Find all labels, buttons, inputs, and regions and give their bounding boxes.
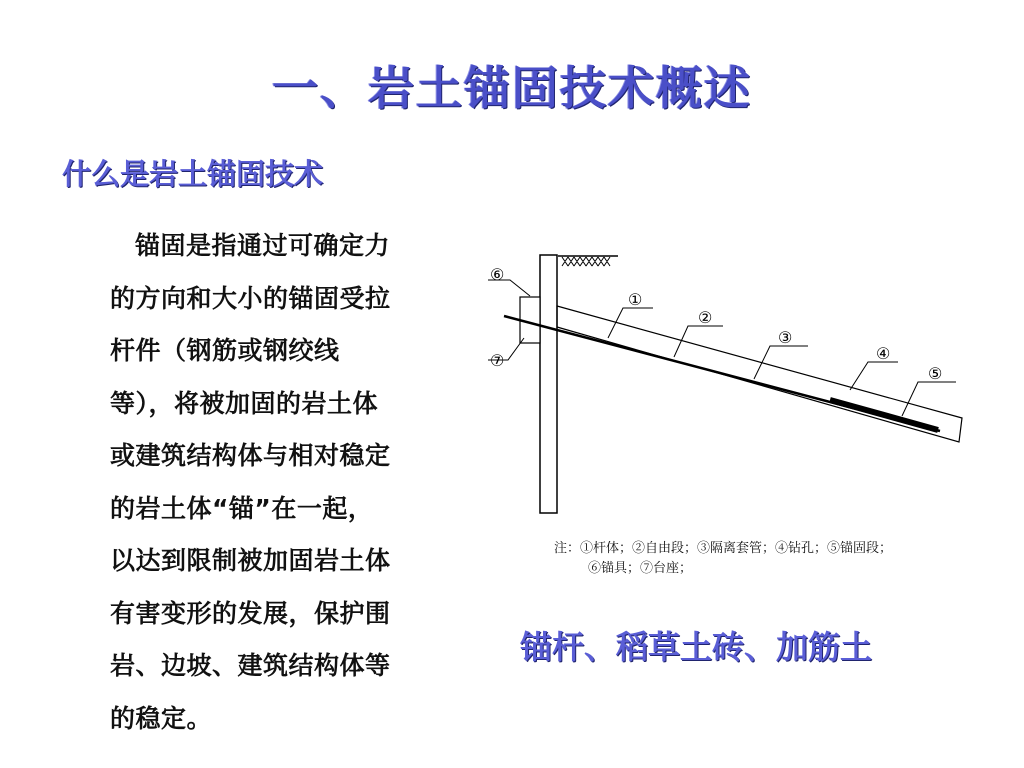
slide-subtitle: 什么是岩土锚固技术 xyxy=(62,157,324,191)
label-4: ④ xyxy=(876,344,891,363)
figure-note-line2: ⑥锚具；⑦台座； xyxy=(588,561,693,576)
label-1: ① xyxy=(628,290,643,309)
figure-note-line1: 注：①杆体；②自由段；③隔离套管；④钻孔；⑤锚固段； xyxy=(554,541,893,556)
definition-paragraph: 锚固是指通过可确定力的方向和大小的锚固受拉杆件（钢筋或钢绞线等），将被加固的岩土体或建筑结构体与相对稳定的岩土体“锚”在一起，以达到限制被加固岩土体有害变形的发展，保护围岩、边坡、建筑结构体等的稳定。 xyxy=(110,231,391,733)
label-3: ③ xyxy=(778,328,793,347)
ground-hatch xyxy=(562,257,610,266)
figure-caption: 锚杆、稻草土砖、加筋土 xyxy=(520,628,873,666)
label-2: ② xyxy=(698,308,713,327)
fixed-segment xyxy=(830,400,938,430)
label-5: ⑤ xyxy=(928,364,943,383)
anchor-diagram xyxy=(478,250,978,580)
label-7: ⑦ xyxy=(490,351,505,370)
retaining-wall xyxy=(540,255,557,513)
slide-title: 一、岩土锚固技术概述 xyxy=(272,61,752,115)
label-6: ⑥ xyxy=(490,265,505,284)
